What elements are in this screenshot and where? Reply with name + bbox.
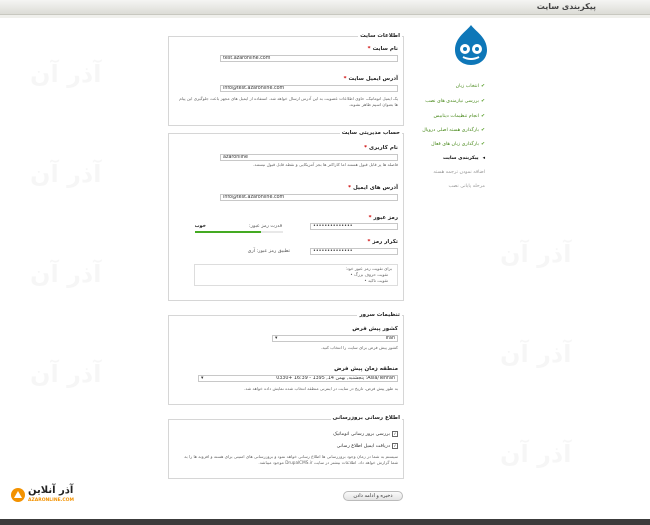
update-email-option[interactable]: ✓دریافت ایمیل اطلاع رسانی	[336, 443, 397, 449]
username-input[interactable]: azaronline	[220, 154, 398, 161]
admin-email-label: آدرس های ایمیل*	[348, 185, 398, 191]
sidebar-step-requirements: ✔بررسی نیازمندی های نصب	[425, 99, 485, 104]
drupal-logo-icon	[451, 23, 491, 67]
site-email-input[interactable]: info@test.azaronline.com	[220, 85, 398, 92]
password-label: رمز عبور*	[368, 215, 398, 221]
admin-email-input[interactable]: info@test.azaronline.com	[220, 194, 398, 201]
update-check-option[interactable]: ✓بررسی برور رسانی اتوماتیک	[333, 431, 397, 437]
default-timezone-description: به طور پیش فرض، تاریخ در سایت در اینترنی منطقه انتخاب شده نمایش داده خواهد شد.	[244, 386, 398, 391]
confirm-password-input[interactable]: ••••••••••••••	[310, 248, 398, 255]
password-tip-item: تقویت تاکید •	[364, 278, 388, 283]
default-country-description: کشور پیش فرض برای سایت را انتخاب کنید.	[320, 345, 398, 350]
username-description: فاصله ها پر قابل قبول هستند اما کاراکتر ها بجز آمریکایی و نقطه قابل قبول نیستند.	[253, 162, 398, 167]
logo-text: آذر آنلاین	[28, 485, 74, 496]
default-timezone-label: منطقه زمان پیش فرض	[334, 366, 398, 372]
window-title: پیکربندی سایت	[536, 2, 596, 11]
password-tip-item: تقویت حروف بزرگ •	[350, 272, 388, 277]
sidebar-step-core: ✔بارگذاری هسته اصلی دروپال	[422, 128, 485, 133]
check-icon: ✔	[480, 128, 485, 133]
default-country-label: کشور پیش فرض	[352, 326, 398, 332]
sidebar-step-language: ✔انتخاب زبان	[455, 84, 485, 89]
confirm-password-label: تکرار رمز*	[367, 239, 398, 245]
sidebar-step-translations: اضافه نمودن ترجمه هسته	[433, 170, 485, 175]
watermark	[30, 360, 101, 388]
logo-mark-icon	[10, 487, 26, 503]
site-email-label: آدرس ایمیل سایت*	[343, 76, 398, 82]
check-icon: ✔	[480, 142, 485, 147]
site-info-legend: اطلاعات سایت	[360, 33, 400, 39]
update-email-checkbox[interactable]: ✓	[393, 443, 397, 448]
check-icon: ✔	[480, 99, 485, 104]
update-notifications-legend: اطلاع رسانی بروزرسانی	[332, 415, 400, 421]
logo-subtext: AZARONLINE.COM	[28, 498, 74, 503]
azaronline-logo	[10, 485, 80, 511]
title-bar	[0, 0, 650, 15]
site-name-label: نام سایت*	[367, 46, 398, 52]
dropdown-arrow-icon: ▾	[275, 336, 278, 341]
check-icon: ✔	[480, 114, 485, 119]
top-strip	[0, 15, 650, 18]
watermark	[500, 440, 571, 468]
watermark	[30, 160, 101, 188]
watermark	[30, 260, 101, 288]
password-strength-value: خوب	[194, 224, 206, 229]
server-settings-legend: تنظیمات سرور	[359, 312, 400, 318]
default-country-select[interactable]: ▾ Iran	[272, 335, 398, 342]
watermark	[500, 240, 571, 268]
username-label: نام کاربری*	[364, 145, 398, 151]
password-strength-label: قدرت رمز عبور:	[249, 224, 282, 229]
password-input[interactable]: ••••••••••••••	[310, 223, 398, 230]
update-notifications-fieldset	[168, 419, 404, 479]
save-and-continue-button[interactable]: ذخیره و ادامه دادن	[343, 491, 403, 501]
sidebar-step-finish: مرحله پایانی نصب	[448, 184, 485, 189]
password-strength-fill	[195, 231, 261, 233]
sidebar-step-database: ✔انجام تنظیمات دیتابیس	[433, 114, 485, 119]
site-name-input[interactable]: test.azaronline.com	[220, 55, 398, 62]
sidebar-step-languages: ✔بارگذاری زبان های فعال	[431, 142, 485, 147]
check-icon: ✔	[480, 84, 485, 89]
password-tips-title: برای تقویت رمز عبور خود:	[345, 266, 392, 271]
site-email-description: یک ایمیل اتوماتیک، حاوی اطلاعات عضویت به این آدرس ارسال خواهد شد. استفاده از ایمیل های مجهز باعث جلوگیری این پیام ها بعنوان اسپم ظاهر نشوند.	[179, 96, 398, 107]
watermark	[500, 340, 571, 368]
password-strength-track	[195, 231, 283, 233]
password-match-label: تطبیق رمز عبور: آری	[247, 249, 290, 254]
update-check-checkbox[interactable]: ✓	[393, 431, 397, 436]
sidebar-step-configure: ◂پیکربندی سایت	[443, 156, 485, 161]
default-timezone-select[interactable]: ▾ Asia/Tehran: پنجشنبه, بهمن 14, 1395 - 16:39 +0330	[198, 375, 398, 382]
admin-account-legend: حساب مدیریتی سایت	[341, 130, 400, 136]
bottom-strip	[0, 519, 650, 525]
dropdown-arrow-icon: ▾	[201, 376, 204, 381]
watermark	[30, 60, 101, 88]
arrow-left-icon: ◂	[482, 156, 485, 161]
update-notifications-description: سیستم به شما در زمان وجود بروزرسانی ها اطلاع رسانی خواهد نمود و بروزرسانی های امنیتی برای هسته و افزونه ها را به شما گزارش خواهد داد. اطلاعات بیشتر در سایت DrupalCMS.ir موجود میباشد.	[184, 454, 398, 465]
